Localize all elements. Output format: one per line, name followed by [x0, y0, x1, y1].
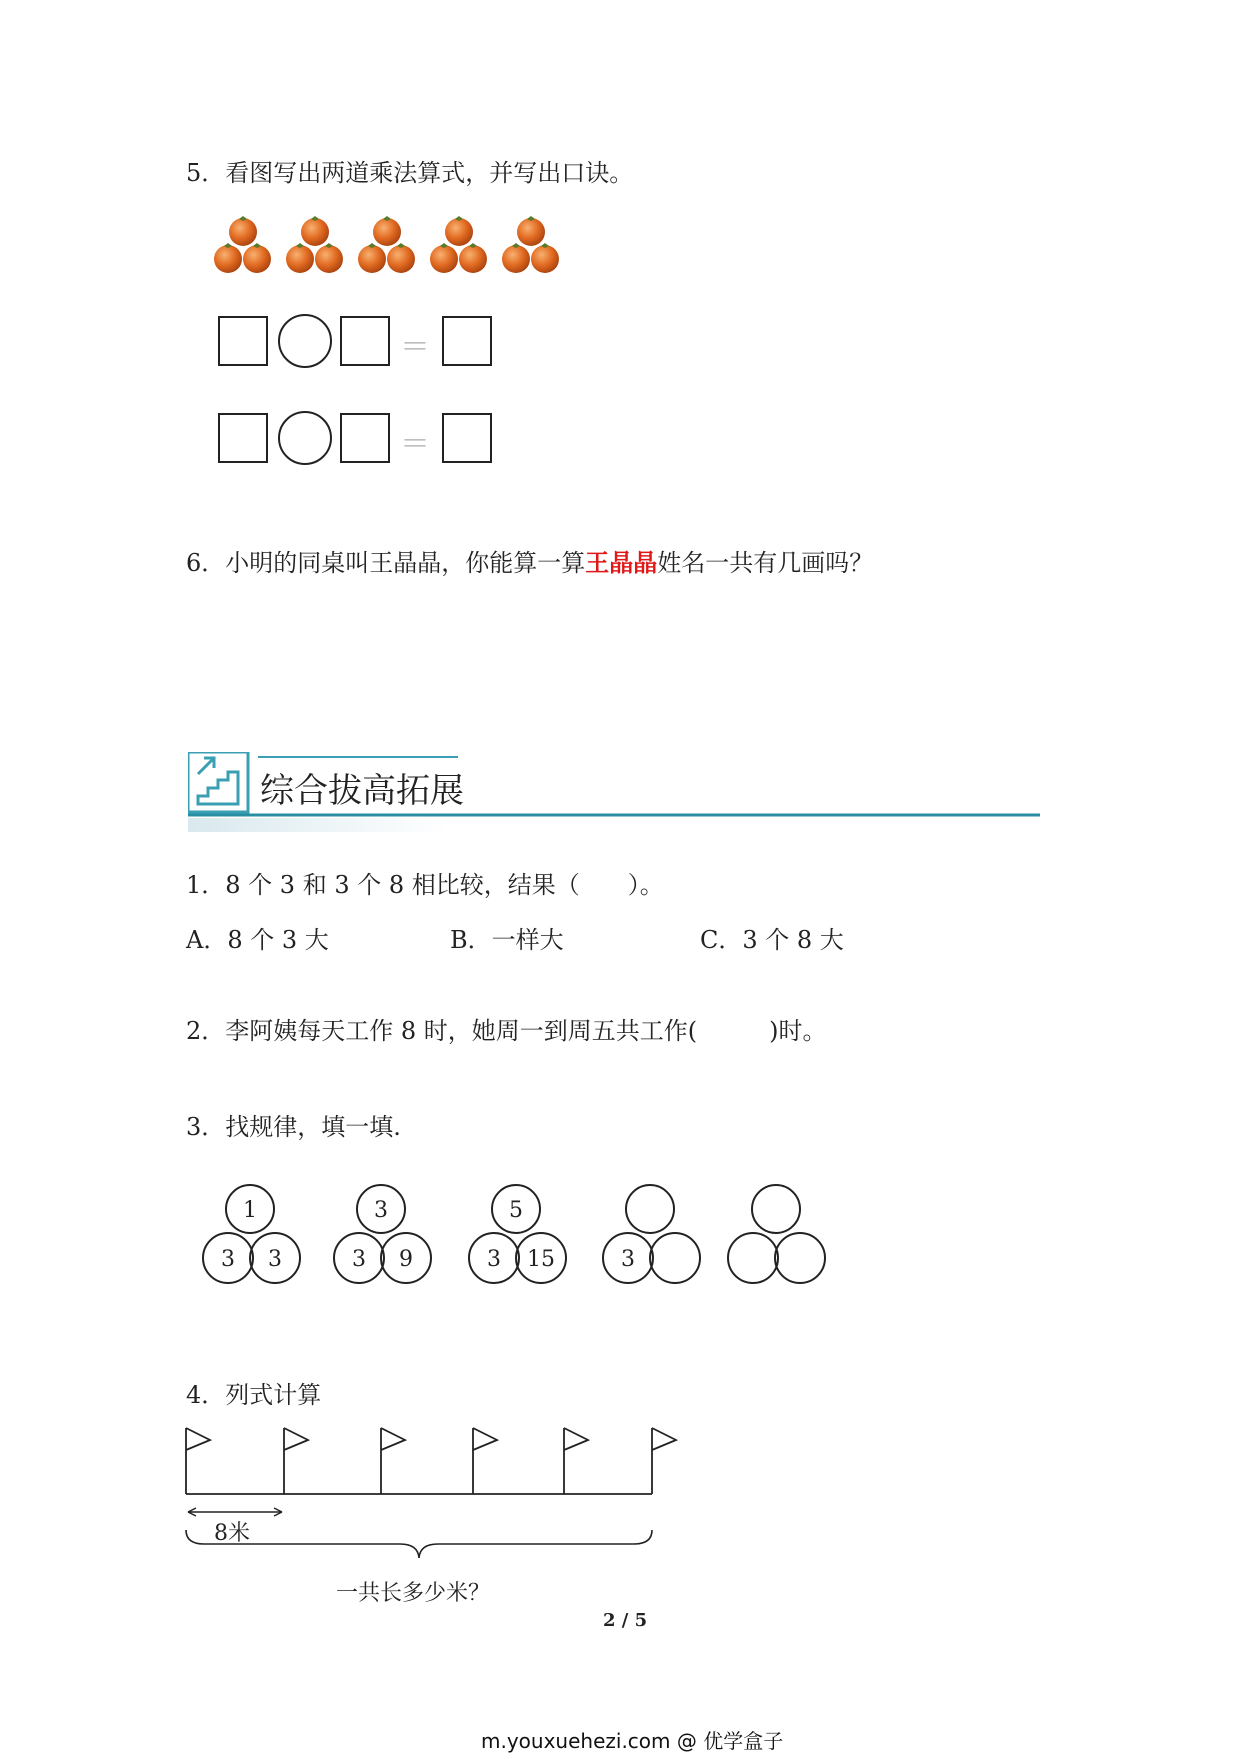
flag-icon — [652, 1428, 676, 1494]
ex1-heading — [186, 870, 664, 900]
brace-icon — [186, 1530, 652, 1558]
pattern-circles-diagram — [196, 1182, 836, 1292]
ex4-heading — [186, 1380, 321, 1410]
ex3-number: 3． — [186, 1113, 226, 1141]
circle-group-4 — [603, 1185, 700, 1283]
ex1-text: 8 个 3 和 3 个 8 相比较，结果（ ）。 — [225, 871, 664, 899]
section-title: 综合拔高拓展 — [260, 771, 464, 811]
ex4-text: 列式计算 — [225, 1381, 322, 1409]
circle-group-5 — [728, 1185, 825, 1283]
circle-top-number: 1 — [243, 1198, 257, 1223]
q6-heading — [186, 548, 873, 578]
circle-left-number: 3 — [487, 1247, 501, 1272]
operator-circle[interactable] — [278, 411, 332, 465]
circle-right-number: 3 — [268, 1247, 282, 1272]
flag-icon — [473, 1428, 497, 1494]
double-arrow-icon — [188, 1508, 282, 1516]
ex4-number: 4． — [186, 1381, 226, 1409]
answer-box[interactable] — [442, 316, 492, 366]
ex2-number: 2． — [186, 1017, 226, 1045]
circle-left-number: 3 — [352, 1247, 366, 1272]
circle-right-number: 9 — [399, 1247, 413, 1272]
answer-box[interactable] — [218, 413, 268, 463]
ex3-text: 找规律，填一填. — [225, 1113, 401, 1141]
footer-watermark: m.youxuehezi.com @ 优学盒子 — [481, 1729, 784, 1753]
answer-box[interactable] — [218, 316, 268, 366]
flag-icon — [381, 1428, 405, 1494]
option-c[interactable]: C．3 个 8 大 — [700, 926, 844, 954]
answer-box[interactable] — [442, 413, 492, 463]
flag-icon — [564, 1428, 588, 1494]
total-length-question: 一共长多少米？ — [336, 1581, 491, 1606]
answer-box[interactable] — [340, 413, 390, 463]
tomato-groups-image — [205, 212, 565, 284]
circle-group-2 — [334, 1185, 431, 1283]
q5-number: 5． — [186, 159, 226, 187]
q6-text-before: 小明的同桌叫王晶晶，你能算一算 — [225, 549, 586, 577]
q6-number: 6． — [186, 549, 226, 577]
circle-left-number: 3 — [621, 1247, 635, 1272]
circle-group-3 — [469, 1185, 566, 1283]
q5-text: 看图写出两道乘法算式，并写出口诀。 — [225, 159, 634, 187]
ex2-text: 李阿姨每天工作 8 时，她周一到周五共工作( )时。 — [225, 1017, 827, 1045]
flag-icon — [186, 1428, 210, 1494]
answer-box[interactable] — [340, 316, 390, 366]
ex2-heading — [186, 1016, 827, 1046]
q5-heading — [186, 158, 633, 188]
circle-top-number: 5 — [509, 1198, 523, 1223]
q6-highlight-name: 王晶晶 — [585, 549, 658, 577]
equals-sign: ＝ — [400, 330, 430, 365]
segment-length-label: 8米 — [214, 1521, 250, 1546]
q6-text-after: 姓名一共有几画吗？ — [657, 549, 874, 577]
option-b[interactable]: B．一样大 — [450, 926, 564, 954]
page-number: 2 / 5 — [603, 1610, 648, 1631]
operator-circle[interactable] — [278, 314, 332, 368]
ex1-number: 1． — [186, 871, 226, 899]
circle-left-number: 3 — [221, 1247, 235, 1272]
circle-top-number: 3 — [374, 1198, 388, 1223]
circle-right-number: 15 — [527, 1247, 555, 1272]
circle-group-1 — [203, 1185, 300, 1283]
equals-sign: ＝ — [400, 427, 430, 462]
option-a[interactable]: A．8 个 3 大 — [186, 926, 329, 954]
ex3-heading — [186, 1112, 401, 1142]
flag-icon — [284, 1428, 308, 1494]
